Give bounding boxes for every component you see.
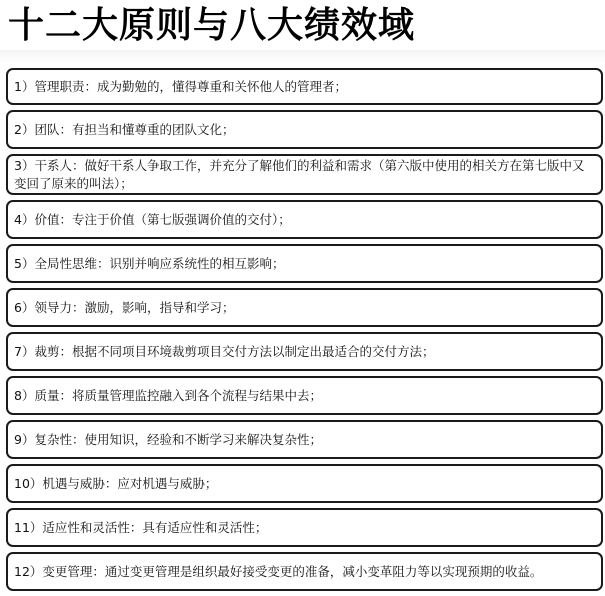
principle-item-3 <box>6 154 603 195</box>
page-title: 十二大原则与八大绩效域 <box>8 5 416 46</box>
principle-item-6 <box>6 288 603 327</box>
principle-text: 10）机遇与威胁：应对机遇与威胁； <box>14 475 218 491</box>
principle-item-10 <box>6 464 603 503</box>
principle-item-8 <box>6 376 603 415</box>
principle-item-7 <box>6 332 603 371</box>
principle-item-4 <box>6 200 603 239</box>
principle-item-2 <box>6 110 603 149</box>
principle-text: 6）领导力：激励，影响，指导和学习； <box>14 299 235 315</box>
principle-text: 5）全局性思维：识别并响应系统性的相互影响； <box>14 255 285 271</box>
principle-item-1 <box>6 68 603 105</box>
principle-item-5 <box>6 244 603 283</box>
principle-item-11 <box>6 508 603 547</box>
principle-text: 2）团队：有担当和懂尊重的团队文化； <box>14 121 235 137</box>
principle-text: 12）变更管理：通过变更管理是组织最好接受变更的准备，减小变革阻力等以实现预期的收益。 <box>14 563 543 579</box>
principle-text: 11）适应性和灵活性：具有适应性和灵活性； <box>14 519 268 535</box>
principle-list <box>6 68 604 596</box>
principle-text: 8）质量：将质量管理监控融入到各个流程与结果中去； <box>14 387 322 403</box>
principle-item-9 <box>6 420 603 459</box>
principle-text: 1）管理职责：成为勤勉的，懂得尊重和关怀他人的管理者； <box>14 78 347 94</box>
principle-item-12 <box>6 552 603 591</box>
title-divider <box>0 50 605 64</box>
principle-text: 9）复杂性：使用知识，经验和不断学习来解决复杂性； <box>14 431 322 447</box>
principle-text: 7）裁剪：根据不同项目环境裁剪项目交付方法以制定出最适合的交付方法； <box>14 343 435 359</box>
principle-text: 4）价值：专注于价值（第七版强调价值的交付）； <box>14 211 291 227</box>
principle-text: 3）干系人：做好干系人争取工作，并充分了解他们的利益和需求（第六版中使用的相关方在第七版中又变回了原来的叫法）； <box>14 157 585 191</box>
